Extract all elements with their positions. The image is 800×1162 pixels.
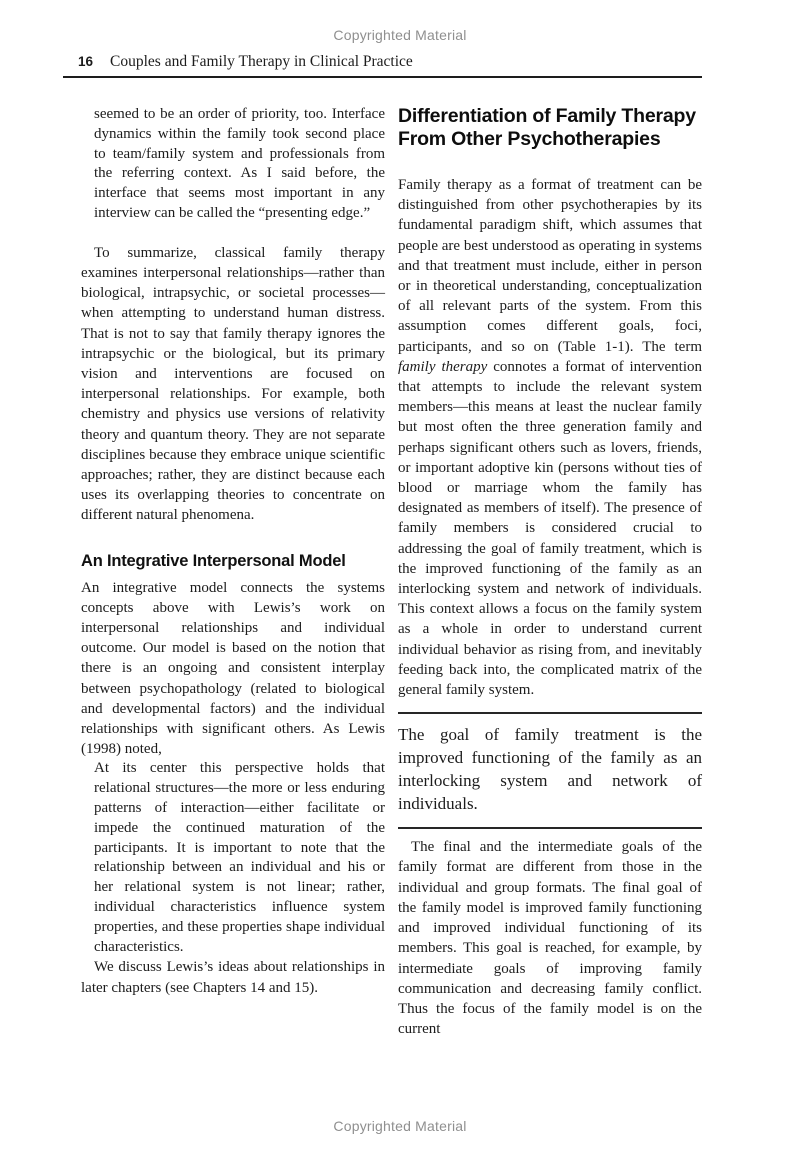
section-heading-differentiation: Differentiation of Family Therapy From Other Psychotherapies [398,105,696,150]
lewis-block-quote: At its center this perspective holds that relational structures—the more or less enduring patterns of interaction—either facilitate or impede the continued maturation of the participants. It is important to note that the relationship between an individual and his or her relational system is not linear; rather, individual characteristics influence system properties, and these properties shape individual characteristics. [94,760,385,955]
paragraph-final-goals: The final and the intermediate goals of the family format are different from those in the individual and group formats. The final goal of the family model is improved family functioning and improved individual functioning of its members. This goal is reached, for example, by intermediate goals of improving family communication and decreasing family conflict. Thus the focus of the family model is on the current [398,839,702,1038]
page-number: 16 [78,54,94,69]
copyright-notice-bottom: Copyrighted Material [333,1118,467,1134]
copyright-notice-top: Copyrighted Material [333,27,467,43]
paragraph-discuss-lewis: We discuss Lewis’s ideas about relationships in later chapters (see Chapters 14 and 15). [81,959,385,996]
quote-continuation: seemed to be an order of priority, too. Interface dynamics within the family took second place to team/family system and professionals from the referring context. As I said before, the interface that seems most important in any interview can be called the “presenting edge.” [94,106,385,221]
header-rule [63,76,702,78]
pull-quote-text: The goal of family treatment is the improved functioning of the family as an interlocking system and network of individuals. [398,725,702,814]
paragraph-family-therapy-format [398,175,702,700]
text-columns [63,105,702,1039]
right-column [398,105,702,1039]
running-title: Couples and Family Therapy in Clinical Practice [110,53,413,70]
left-column [63,105,385,1039]
paragraph-text-before-term: Family therapy as a format of treatment can be distinguished from other psychotherapies by its fundamental paradigm shift, which assumes that people are best understood as operating in systems and that treatment must include, either in person or in theoretical understanding, conceptualization of all relevant parts of the system. From this assumption comes different goals, foci, participants, and so on (Table 1-1). The term [398,177,702,355]
section-heading-integrative-model: An Integrative Interpersonal Model [81,551,346,570]
paragraph-integrative-model: An integrative model connects the systems concepts above with Lewis’s work on interpersonal relationships and individual outcome. Our model is based on the notion that there is an ongoing and consistent interplay between psychopathology (related to biological and developmental factors) and the individual relationships with significant others. As Lewis (1998) noted, [81,579,385,758]
pull-quote-box [398,712,702,829]
paragraph-text-after-term: connotes a format of intervention that attempts to include the relevant system members—this means at least the nuclear family but most often the three generation family and perhaps significant others such as lovers, friends, or important adoptive kin (persons without ties of blood or marriage whom the family has designated as members of itself). The presence of family members is considered crucial to addressing the goal of family treatment, which is the improved functioning of the family as an interlocking system and network of individuals. This context allows a focus on the family system as a whole in order to understand current individual behavior as rising from, and inevitably feeding back into, the complicated matrix of the general family system. [398,358,702,699]
term-family-therapy: family therapy [398,358,488,375]
paragraph-summarize: To summarize, classical family therapy examines interpersonal relationships—rather than biological, intrapsychic, or societal processes—when attempting to understand human distress. That is not to say that family therapy ignores the intrapsychic or the biological, but its primary vision and interventions are focused on interpersonal relationships. For example, both chemistry and physics use versions of relativity theory and quantum theory. They are not separate disciplines because they embrace unique scientific approaches; rather, they are distinct because each uses its overlapping theories to concentrate on different natural phenomena. [81,244,385,524]
